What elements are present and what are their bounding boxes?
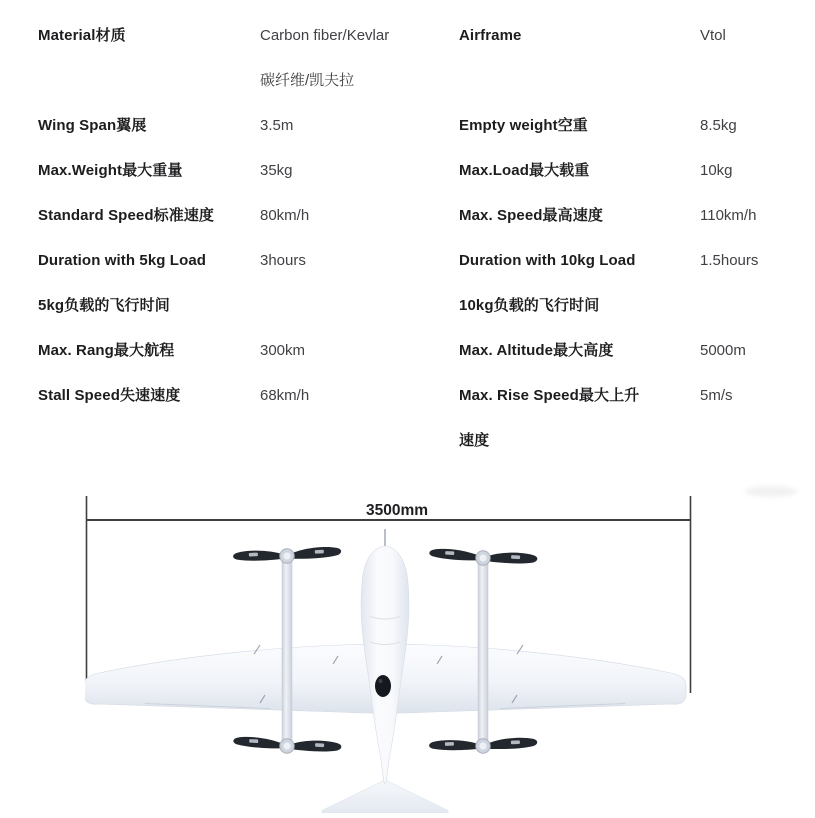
spec-label-line1: Empty weight空重 bbox=[459, 117, 588, 134]
rotor-boom-right bbox=[478, 552, 488, 752]
spec-label-right bbox=[459, 103, 700, 148]
spec-value-line1: 80km/h bbox=[260, 207, 310, 224]
spec-value-line1: 3.5m bbox=[260, 117, 294, 134]
spec-value-line1: Vtol bbox=[700, 27, 726, 44]
spec-label-right bbox=[459, 238, 700, 328]
spec-value-left bbox=[260, 373, 459, 463]
spec-label-left bbox=[38, 193, 260, 238]
spec-label-line1: Stall Speed失速速度 bbox=[38, 387, 181, 404]
spec-value-line2: 碳纤维/凯夫拉 bbox=[260, 72, 355, 89]
spec-label-left bbox=[38, 328, 260, 373]
spec-label-line2: 10kg负载的飞行时间 bbox=[459, 297, 600, 314]
spec-label-line1: Max. Altitude最大高度 bbox=[459, 342, 614, 359]
spec-value-right bbox=[700, 148, 798, 193]
spec-label-line1: Airframe bbox=[459, 27, 522, 44]
spec-label-left bbox=[38, 238, 260, 328]
spec-value-line1: 300km bbox=[260, 342, 306, 359]
drone-top-view-image bbox=[85, 488, 692, 813]
spec-label-right bbox=[459, 13, 700, 103]
spec-value-right bbox=[700, 13, 798, 103]
spec-label-left bbox=[38, 148, 260, 193]
spec-value-line1: 68km/h bbox=[260, 387, 310, 404]
spec-value-left bbox=[260, 193, 459, 238]
spec-label-line1: Duration with 10kg Load bbox=[459, 252, 636, 269]
spec-value-left bbox=[260, 103, 459, 148]
spec-value-right bbox=[700, 328, 798, 373]
spec-value-left bbox=[260, 238, 459, 328]
spec-value-line1: 5m/s bbox=[700, 387, 733, 404]
propeller-front-left bbox=[233, 546, 342, 566]
propeller-rear-right bbox=[429, 737, 538, 755]
spec-value-right bbox=[700, 193, 798, 238]
camera-lens-highlight bbox=[379, 679, 383, 683]
spec-value-line1: 110km/h bbox=[700, 207, 757, 224]
propeller-front-right bbox=[429, 548, 538, 568]
spec-label-right bbox=[459, 148, 700, 193]
spec-value-right bbox=[700, 103, 798, 148]
spec-label-line2: 5kg负载的飞行时间 bbox=[38, 297, 170, 314]
spec-value-line1: Carbon fiber/Kevlar bbox=[260, 27, 390, 44]
spec-value-line1: 1.5hours bbox=[700, 252, 759, 269]
spec-value-right bbox=[700, 238, 798, 328]
spec-label-line1: Standard Speed标准速度 bbox=[38, 207, 214, 224]
spec-value-left bbox=[260, 148, 459, 193]
spec-label-line1: Wing Span翼展 bbox=[38, 117, 147, 134]
spec-label-line1: Max. Rang最大航程 bbox=[38, 342, 175, 359]
drone-tailplane bbox=[322, 780, 449, 813]
spec-label-right bbox=[459, 373, 700, 463]
spec-label-line1: Duration with 5kg Load bbox=[38, 252, 207, 269]
spec-label-left bbox=[38, 103, 260, 148]
spec-label-line2: 速度 bbox=[459, 432, 490, 449]
camera-gimbal bbox=[375, 675, 391, 697]
spec-label-line1: Max. Rise Speed最大上升 bbox=[459, 387, 640, 404]
spec-table bbox=[38, 13, 798, 463]
spec-value-line1: 3hours bbox=[260, 252, 306, 269]
spec-value-right bbox=[700, 373, 798, 463]
spec-value-left bbox=[260, 328, 459, 373]
propeller-rear-left bbox=[233, 736, 342, 756]
spec-label-line1: Max. Speed最高速度 bbox=[459, 207, 603, 224]
spec-label-right bbox=[459, 328, 700, 373]
spec-label-line1: Max.Load最大载重 bbox=[459, 162, 590, 179]
spec-label-right bbox=[459, 193, 700, 238]
spec-value-line1: 8.5kg bbox=[700, 117, 737, 134]
spec-label-line1: Material材质 bbox=[38, 27, 126, 44]
drone-fuselage bbox=[361, 546, 409, 784]
spec-value-line1: 10kg bbox=[700, 162, 733, 179]
wingspan-dimension-label: 3500mm bbox=[365, 502, 429, 519]
scan-smudge bbox=[745, 486, 797, 497]
spec-label-left bbox=[38, 373, 260, 463]
rotor-boom-left bbox=[282, 552, 292, 752]
spec-value-line1: 35kg bbox=[260, 162, 293, 179]
spec-value-line1: 5000m bbox=[700, 342, 746, 359]
spec-value-left bbox=[260, 13, 459, 103]
drone-diagram bbox=[85, 488, 692, 813]
spec-label-line1: Max.Weight最大重量 bbox=[38, 162, 183, 179]
spec-label-left bbox=[38, 13, 260, 103]
